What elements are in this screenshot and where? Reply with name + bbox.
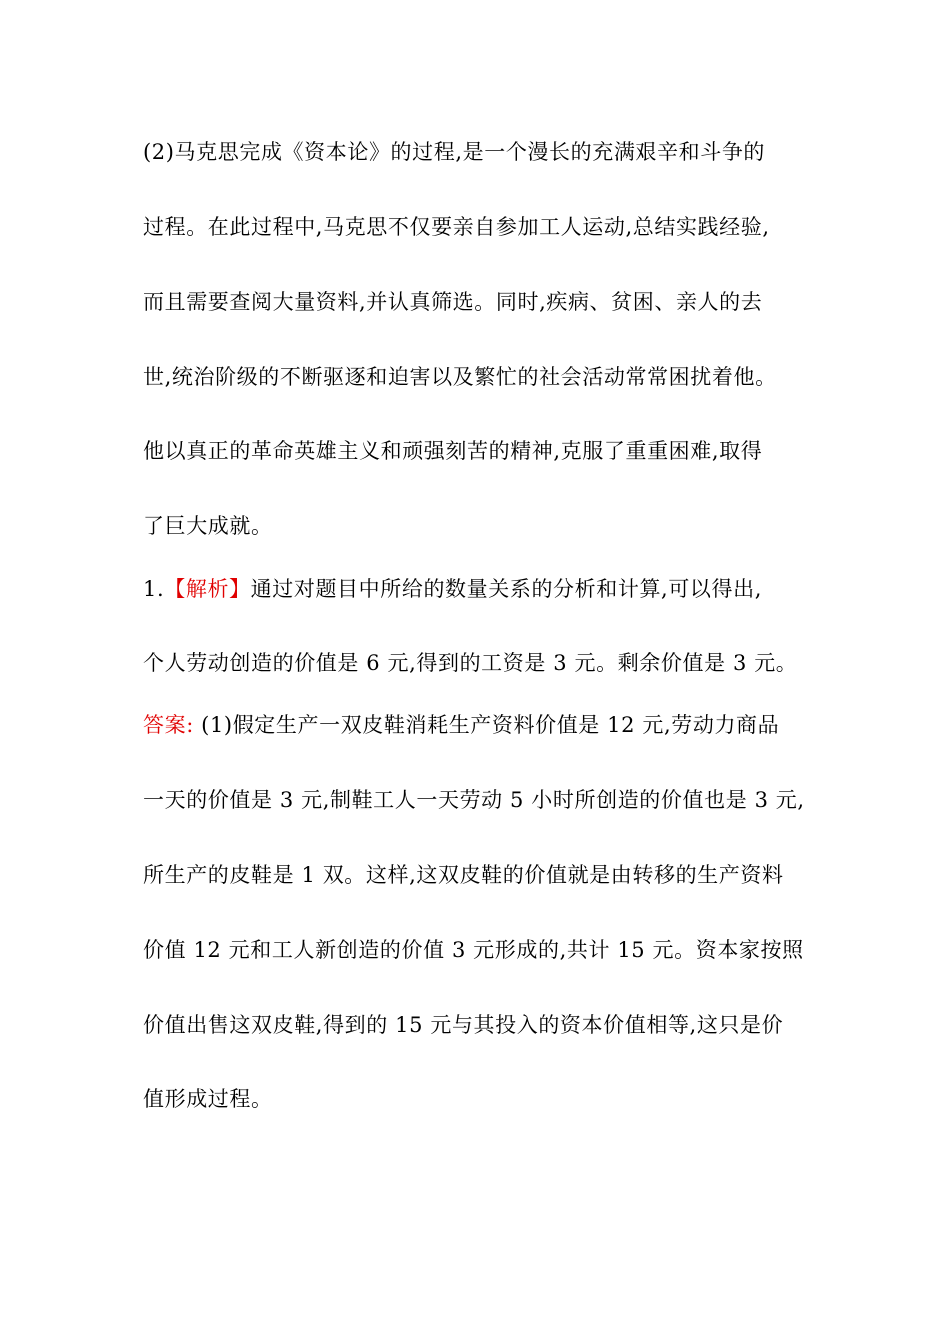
paragraph-line: 世,统治阶级的不断驱逐和迫害以及繁忙的社会活动常常困扰着他。 [143, 365, 777, 389]
answer-text: (1)假定生产一双皮鞋消耗生产资料价值是 12 元,劳动力商品 [193, 713, 780, 737]
answer-line: 价值出售这双皮鞋,得到的 15 元与其投入的资本价值相等,这只是价 [143, 1013, 784, 1037]
analysis-number: 1. [143, 577, 165, 601]
analysis-tag: 【解析】 [164, 577, 251, 601]
answer-label: 答案: [143, 713, 194, 737]
answer-line: 所生产的皮鞋是 1 双。这样,这双皮鞋的价值就是由转移的生产资料 [143, 863, 784, 887]
answer-line: 一天的价值是 3 元,制鞋工人一天劳动 5 小时所创造的价值也是 3 元, [143, 788, 805, 812]
paragraph-line: 而且需要查阅大量资料,并认真筛选。同时,疾病、贫困、亲人的去 [143, 290, 763, 314]
paragraph-line: (2)马克思完成《资本论》的过程,是一个漫长的充满艰辛和斗争的 [143, 140, 766, 164]
paragraph-line: 他以真正的革命英雄主义和顽强刻苦的精神,克服了重重困难,取得 [143, 439, 763, 463]
paragraph-line: 过程。在此过程中,马克思不仅要亲自参加工人运动,总结实践经验, [143, 215, 770, 239]
answer-line: 价值 12 元和工人新创造的价值 3 元形成的,共计 15 元。资本家按照 [143, 938, 804, 962]
analysis-line-2: 个人劳动创造的价值是 6 元,得到的工资是 3 元。剩余价值是 3 元。 [143, 651, 798, 675]
analysis-text: 通过对题目中所给的数量关系的分析和计算,可以得出, [250, 577, 763, 601]
answer-line [143, 710, 808, 740]
analysis-line [143, 574, 808, 604]
answer-line: 值形成过程。 [143, 1087, 273, 1111]
paragraph-line: 了巨大成就。 [143, 514, 273, 538]
